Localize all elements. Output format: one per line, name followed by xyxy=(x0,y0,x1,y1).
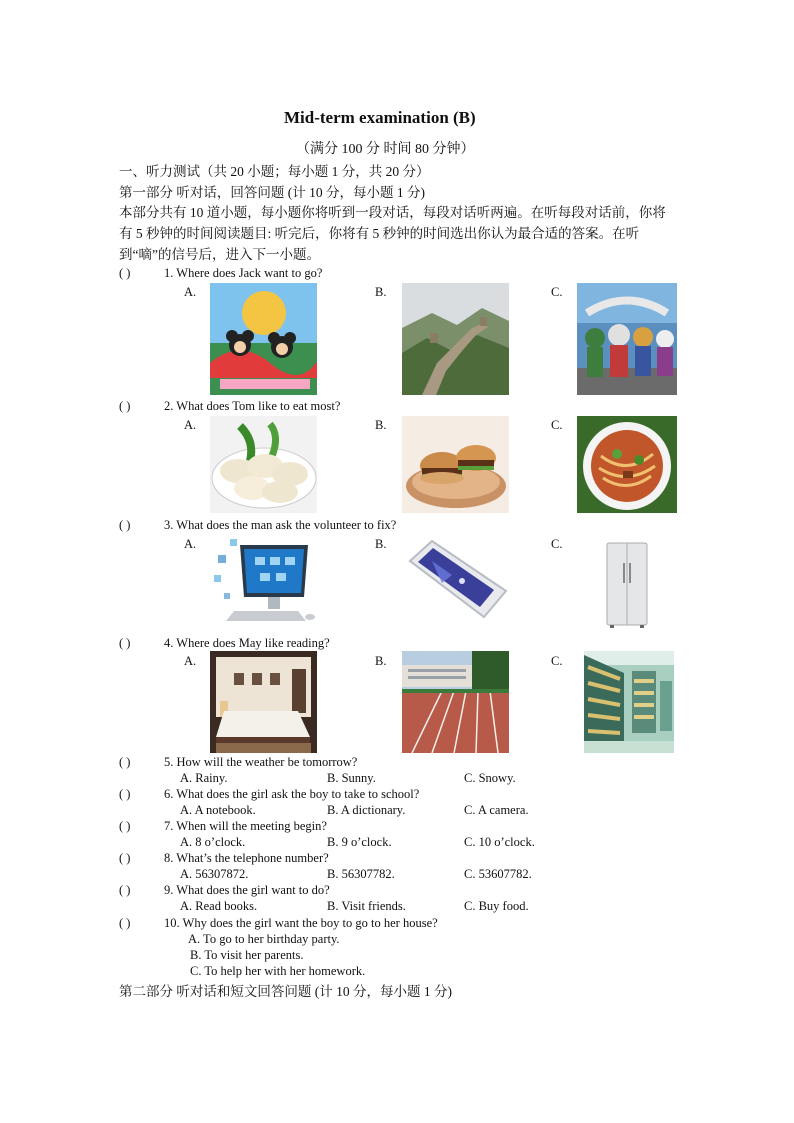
option-c[interactable]: C. 10 o’clock. xyxy=(464,835,535,849)
option-b[interactable]: B. Visit friends. xyxy=(327,899,406,913)
option-label: C. xyxy=(551,537,563,551)
question-text: 6. What does the girl ask the boy to take to school? xyxy=(164,787,420,801)
answer-blank[interactable]: ( ) xyxy=(119,883,131,897)
question-text: 8. What’s the telephone number? xyxy=(164,851,329,865)
answer-blank[interactable]: ( ) xyxy=(119,916,131,930)
option-a[interactable]: A. 56307872. xyxy=(180,867,249,881)
option-a[interactable]: A. 8 o’clock. xyxy=(180,835,246,849)
question-text: 2. What does Tom like to eat most? xyxy=(164,399,341,413)
option-label: A. xyxy=(184,285,197,299)
option-b[interactable]: B. Sunny. xyxy=(327,771,376,785)
option-label: B. xyxy=(375,537,387,551)
dumplings-photo[interactable] xyxy=(210,416,317,513)
question-text: 4. Where does May like reading? xyxy=(164,636,330,650)
page-subtitle: （满分 100 分 时间 80 分钟） xyxy=(296,142,475,157)
part1-instructions: 本部分共有 10 道小题，每小题你将听到一段对话，每段对话听两遍。在听每段对话前，你将有 5 秒钟的时间阅读题目: 听完后，你将有 5 秒钟的时间选出你认为最合适的答案。在听到“嘀”的信号后，进入下一小题。 xyxy=(119,205,666,262)
option-label: B. xyxy=(375,418,387,432)
option-label: C. xyxy=(551,654,563,668)
option-b[interactable]: B. 9 o’clock. xyxy=(327,835,392,849)
option-b[interactable]: B. 56307782. xyxy=(327,867,395,881)
question-text: 10. Why does the girl want the boy to go to her house? xyxy=(164,916,438,930)
computer-photo[interactable] xyxy=(210,535,317,627)
part1-heading: 第一部分 听对话，回答问题 (计 10 分，每小题 1 分) xyxy=(119,185,425,200)
great-wall-photo[interactable] xyxy=(402,283,509,395)
option-c[interactable]: C. Snowy. xyxy=(464,771,516,785)
option-b[interactable]: B. A dictionary. xyxy=(327,803,406,817)
option-a[interactable]: A. A notebook. xyxy=(180,803,256,817)
option-a[interactable]: A. Rainy. xyxy=(180,771,228,785)
running-track-photo[interactable] xyxy=(402,651,509,753)
question-text: 1. Where does Jack want to go? xyxy=(164,266,323,280)
answer-blank[interactable]: ( ) xyxy=(119,755,131,769)
option-label: A. xyxy=(184,537,197,551)
page-title: Mid-term examination (B) xyxy=(284,108,476,127)
question-text: 5. How will the weather be tomorrow? xyxy=(164,755,358,769)
answer-blank[interactable]: ( ) xyxy=(119,266,131,280)
option-c[interactable]: C. Buy food. xyxy=(464,899,529,913)
option-label: B. xyxy=(375,285,387,299)
option-a[interactable]: A. To go to her birthday party. xyxy=(188,932,340,946)
option-label: B. xyxy=(375,654,387,668)
question-text: 3. What does the man ask the volunteer to fix? xyxy=(164,518,397,532)
question-text: 7. When will the meeting begin? xyxy=(164,819,327,833)
noodles-photo[interactable] xyxy=(577,416,677,513)
answer-blank[interactable]: ( ) xyxy=(119,636,131,650)
ocean-park-photo[interactable] xyxy=(577,283,677,395)
option-a[interactable]: A. Read books. xyxy=(180,899,258,913)
section-heading: 一、听力测试（共 20 小题；每小题 1 分，共 20 分） xyxy=(119,164,430,179)
option-b[interactable]: B. To visit her parents. xyxy=(190,948,304,962)
option-c[interactable]: C. A camera. xyxy=(464,803,529,817)
answer-blank[interactable]: ( ) xyxy=(119,518,131,532)
option-label: C. xyxy=(551,285,563,299)
option-label: C. xyxy=(551,418,563,432)
option-label: A. xyxy=(184,418,197,432)
answer-blank[interactable]: ( ) xyxy=(119,819,131,833)
answer-blank[interactable]: ( ) xyxy=(119,787,131,801)
library-photo[interactable] xyxy=(584,651,674,753)
fridge-photo[interactable] xyxy=(604,541,650,629)
hamburger-photo[interactable] xyxy=(402,416,509,513)
answer-blank[interactable]: ( ) xyxy=(119,851,131,865)
mobile-phone-photo[interactable] xyxy=(402,535,509,627)
answer-blank[interactable]: ( ) xyxy=(119,399,131,413)
option-label: A. xyxy=(184,654,197,668)
part2-heading: 第二部分 听对话和短文回答问题 (计 10 分，每小题 1 分) xyxy=(119,984,452,999)
question-text: 9. What does the girl want to do? xyxy=(164,883,330,897)
theme-park-photo[interactable] xyxy=(210,283,317,395)
option-c[interactable]: C. 53607782. xyxy=(464,867,532,881)
bedroom-photo[interactable] xyxy=(210,651,317,753)
option-c[interactable]: C. To help her with her homework. xyxy=(190,964,366,978)
